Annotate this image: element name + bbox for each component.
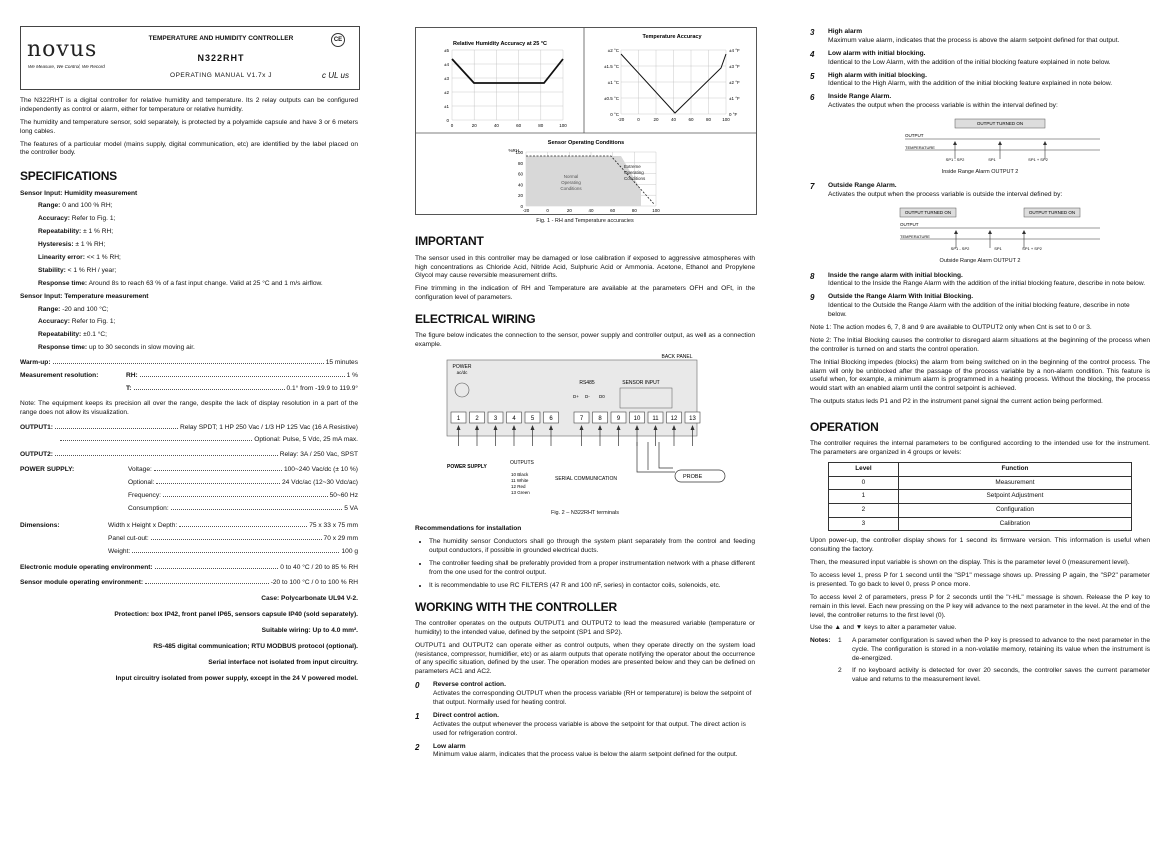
- back-panel: [447, 360, 697, 436]
- ul-mark-icon: c UL us: [322, 71, 349, 80]
- terminal-number: 5: [530, 416, 535, 423]
- tick-label: 40: [588, 208, 594, 213]
- mode-item: 4 Low alarm with initial blocking. Identical to the Low Alarm, with the addition of the initial blocking feature explained in note below.: [810, 49, 1111, 66]
- wiring-paragraph: The figure below indicates the connection to the sensor, power supply and controller output, as well as a connection example.: [415, 332, 755, 349]
- column-3: [810, 28, 1150, 688]
- note-item: 2 If no keyboard activity is detected for over 20 seconds, the controller saves the current parameter value and returns to the measurement level.: [838, 666, 1150, 683]
- important-heading: IMPORTANT: [415, 234, 484, 249]
- tick-label: ±2 °C: [607, 48, 619, 53]
- terminal-number: 4: [512, 416, 516, 423]
- tick-label: 20: [566, 208, 572, 213]
- tick-label: ±4: [444, 62, 449, 67]
- tick-label: 0: [520, 204, 523, 209]
- specifications-heading: SPECIFICATIONS: [20, 169, 117, 184]
- spec-item: Stability: < 1 % RH / year;: [38, 266, 117, 274]
- mode-item: 5 High alarm with initial blocking. Identical to the High Alarm, with the addition of the initial blocking feature explained in note below.: [810, 71, 1113, 88]
- working-paragraph-2: OUTPUT1 and OUTPUT2 can operate either as control outputs, when they operate directly on the system load (resistance, compressor, humidifier, etc) or as alarm outputs that operate notifying the operator about the occurrence of any specific situation, defined by the user. The operation modes are presented below and they can be defined on parameters AC1 and AC2.: [415, 641, 755, 676]
- table-header-function: Function: [898, 463, 1131, 477]
- wire-color-label: 11 White: [511, 478, 529, 484]
- output1-optional-row: Optional: Pulse, 5 Vdc, 25 mA max.: [20, 436, 358, 445]
- spec-item: Panel cut-out: 70 x 29 mm: [108, 534, 358, 542]
- tick-label: ±1.5 °C: [603, 64, 619, 69]
- svg-text:Conditions: Conditions: [560, 186, 582, 191]
- wire-color-label: 13 Green: [511, 490, 530, 496]
- spec-item: Serial interface not isolated from input circuitry.: [208, 658, 358, 666]
- tick-label: ±3 °F: [729, 64, 740, 69]
- tick-label: ±2: [444, 90, 449, 95]
- list-item: • The humidity sensor Conductors shall go through the system plant separately from the control and feeding output conductors, if possible in grounded electrical ducts.: [429, 538, 755, 556]
- operation-paragraph-3: Then, the measured input variable is shown on the display. This is the parameter level 0 (measurement level).: [810, 559, 1130, 567]
- note-4: The outputs status leds P1 and P2 in the instrument panel signal the current action being performed.: [810, 398, 1103, 406]
- spec-item: Frequency: 50~60 Hz: [128, 492, 358, 500]
- ce-mark-icon: CE: [331, 33, 345, 47]
- tick-label: 20: [653, 117, 659, 122]
- tick-label: -20: [522, 208, 530, 213]
- spec-item: Accuracy: Refer to Fig. 1;: [38, 215, 116, 223]
- mode-item: 2 Low alarm Minimum value alarm, indicates that the process value is below the alarm setpoint defined for the output.: [415, 742, 738, 759]
- extreme-conditions-label: Extreme: [624, 164, 641, 169]
- note-item: 1 A parameter configuration is saved when the P key is pressed to advance to the next parameter in the cycle. The configuration is stored in a non-volatile memory, retaining its value when the instrument is de-energized.: [838, 637, 1150, 663]
- column-1: [20, 97, 358, 691]
- mode-7: 7 Outside Range Alarm. Activates the output when the process variable is outside the interval defined by:: [810, 182, 1063, 199]
- brand-tagline: We Measure, We Control, We Record: [28, 64, 105, 69]
- svg-text:TEMPERATURE: TEMPERATURE: [905, 145, 935, 151]
- svg-text:SP1 + SP2: SP1 + SP2: [1028, 157, 1048, 163]
- probe-label: PROBE: [683, 474, 703, 481]
- tick-label: 40: [517, 182, 523, 188]
- svg-text:Operating: Operating: [561, 180, 581, 185]
- table-header-level: Level: [829, 463, 899, 477]
- important-paragraph-2: Fine trimming in the indication of RH and Temperature are available at the parameters OFH and OFt, in the configuration level of parameters.: [415, 285, 755, 302]
- mode-item: 6 Inside Range Alarm. Activates the output when the process variable is within the interval defined by:: [810, 93, 1058, 110]
- outputs-label: OUTPUTS: [510, 460, 534, 467]
- svg-text:SP1: SP1: [988, 157, 996, 163]
- terminal-block: [451, 412, 700, 423]
- temperature-spec-list: [20, 306, 358, 354]
- tick-label: ±1 °F: [729, 96, 740, 101]
- tick-label: 100: [722, 117, 730, 122]
- spec-item: Suitable wiring: Up to 4.0 mm².: [261, 627, 358, 635]
- resolution-row: Measurement resolution: RH: 1 %: [20, 372, 358, 379]
- temp-chart-grid: [621, 50, 726, 114]
- svg-text:Operating: Operating: [624, 170, 644, 175]
- tick-label: 0 °C: [610, 112, 619, 117]
- inside-range-diagram: [810, 115, 1150, 163]
- terminal-number: 8: [598, 416, 602, 423]
- output1-row: OUTPUT1: Relay SPDT; 1 HP 250 Vac / 1/3 HP 125 Vac (16 A Resistive): [20, 423, 358, 431]
- terminal-number: 6: [549, 416, 553, 423]
- svg-text:Conditions: Conditions: [624, 176, 646, 181]
- document-title: TEMPERATURE AND HUMIDITY CONTROLLER: [148, 35, 294, 42]
- spec-item: Input circuitry isolated from power supply, except in the 24 V powered model.: [115, 674, 358, 682]
- mode-item: 3 High alarm Maximum value alarm, indicates that the process is above the alarm setpoint defined for that output.: [810, 28, 1120, 44]
- normal-conditions-label: Normal: [563, 174, 579, 179]
- operation-modes-list-2: [810, 28, 1150, 111]
- table-row: 1 Setpoint Adjustment: [829, 490, 1132, 504]
- svg-text:SP1 + SP2: SP1 + SP2: [1022, 246, 1042, 252]
- tick-label: 0: [637, 117, 640, 122]
- power-supply-block: POWER SUPPLY: Voltage: 100~240 Vac/dc (± 10 %) Optional: 24 Vdc/ac (12~30 Vdc/ac) Frequency: 50~60 Hz Consumption: 5 VA: [20, 466, 358, 512]
- intro-paragraph: The features of a particular model (mains supply, digital communication, etc) are identified by the label placed on the controller body.: [20, 140, 358, 157]
- figure-1-caption: Fig. 1 - RH and Temperature accuracies: [536, 218, 634, 224]
- tick-label: ±1 °C: [607, 80, 619, 85]
- svg-text:OUTPUT: OUTPUT: [900, 222, 919, 228]
- rs485-label: RS485: [579, 380, 595, 387]
- spec-item: Repeatability: ±0.1 °C;: [38, 331, 107, 339]
- svg-text:TEMPERATURE: TEMPERATURE: [900, 234, 930, 240]
- terminal-number: 3: [493, 416, 498, 423]
- tick-label: 60: [516, 123, 522, 128]
- list-item: • The controller feeding shall be preferably provided from a proper instrumentation network with a phase different from the one used for the control output.: [429, 560, 755, 578]
- intro-paragraph: The humidity and temperature sensor, sold separately, is protected by a polyamide capsule and have 3 or 6 meters long cables.: [20, 118, 358, 135]
- output2-row: OUTPUT2: Relay: 3A / 250 Vac, SPST: [20, 451, 358, 459]
- figure-1: [415, 27, 757, 215]
- working-paragraph: The controller operates on the outputs OUTPUT1 and OUTPUT2 to lead the measured variable (temperature or humidity) to the intended value, defined by the setpoint (SP1 and SP2).: [415, 619, 755, 636]
- intro-paragraph: The N322RHT is a digital controller for relative humidity and temperature. Its 2 relay outputs can be configured independently as control or alarm, either for temperature or relative humidity.: [20, 97, 358, 113]
- spec-item: Hysteresis: ± 1 % RH;: [38, 241, 106, 249]
- electronic-env-row: Electronic module operating environment: 0 to 40 °C / 20 to 85 % RH: [20, 564, 358, 572]
- inside-range-caption: Inside Range Alarm OUTPUT 2: [941, 169, 1019, 176]
- svg-text:SP1 - SP2: SP1 - SP2: [945, 157, 965, 163]
- terminal-number: 13: [689, 416, 696, 423]
- svg-text:SP1: SP1: [994, 246, 1002, 252]
- sensor-y-label: %RH: [508, 148, 519, 153]
- spec-item: Width x Height x Depth: 75 x 33 x 75 mm: [108, 521, 358, 529]
- rh-chart-grid: [452, 50, 563, 120]
- temp-chart-title: Temperature Accuracy: [642, 34, 702, 40]
- novus-logo: novus: [27, 37, 98, 62]
- table-row: 2 Configuration: [829, 504, 1132, 518]
- d-plus-label: D+: [573, 394, 579, 400]
- tick-label: 80: [538, 123, 544, 128]
- operation-heading: OPERATION: [810, 420, 879, 435]
- levels-table: [828, 462, 1132, 531]
- tick-label: ±5: [444, 48, 449, 53]
- operation-modes-list: [415, 681, 755, 760]
- tick-label: ±3: [444, 76, 449, 81]
- mode-item: 0 Reverse control action. Activates the corresponding OUTPUT when the process variable (RH or temperature) is below the setpoint of that output. Normally used for heating control.: [415, 681, 752, 706]
- tick-label: 100: [515, 150, 523, 155]
- tick-label: 60: [688, 117, 694, 122]
- svg-text:SP1 - SP2: SP1 - SP2: [950, 246, 970, 252]
- terminal-number: 10: [633, 416, 641, 423]
- precision-note: Note: The equipment keeps its precision all over the range, despite the lack of display resolution in a part of the range does not allow its visualization.: [20, 399, 358, 416]
- outside-range-diagram: [810, 204, 1150, 252]
- recommendations-heading: Recommendations for installation: [415, 525, 522, 533]
- tick-label: 0: [546, 208, 549, 213]
- mode-item: 8 Inside the range alarm with initial blocking. Identical to the Inside the Range Alarm with the addition of the initial blocking feature, describe in note below.: [810, 271, 1146, 288]
- rh-accuracy-line: [452, 59, 563, 83]
- operation-paragraph-4: To access level 1, press P for 1 second until the "SP1" message shows up. Pressing P again, the "SP2" parameter is presented. To go back to level 0, press P once more.: [810, 571, 1150, 588]
- tick-label: 0 °F: [729, 112, 738, 117]
- sensor-env-row: Sensor module operating environment: -20 to 100 °C / 0 to 100 % RH: [20, 579, 358, 587]
- serial-label: SERIAL COMMUNICATION: [555, 476, 617, 483]
- manual-version: OPERATING MANUAL V1.7x J: [170, 72, 272, 79]
- spec-item: Response time: Around 8s to reach 63 % of a fast input change. Valid at 25 °C and 1 m/s airflow.: [38, 279, 323, 287]
- tick-label: ±4 °F: [729, 48, 740, 53]
- wire-color-label: 12 Red: [511, 484, 526, 490]
- svg-text:OUTPUT: OUTPUT: [905, 133, 924, 139]
- extra-specs: [20, 595, 358, 683]
- resolution-t-row: T: 0.1° from -19.9 to 119.9°: [126, 384, 358, 392]
- svg-text:OUTPUT TURNED ON: OUTPUT TURNED ON: [904, 210, 952, 216]
- document-header: [20, 26, 360, 90]
- spec-item: Range: 0 and 100 % RH;: [38, 202, 113, 210]
- tick-label: 40: [670, 117, 677, 122]
- tick-label: 40: [493, 123, 499, 128]
- spec-item: Voltage: 100~240 Vac/dc (± 10 %): [128, 466, 358, 474]
- terminal-number: 12: [670, 416, 678, 423]
- sensor-chart-title: Sensor Operating Conditions: [547, 140, 625, 146]
- spec-item: Linearity error: << 1 % RH;: [38, 253, 121, 261]
- terminal-number: 7: [579, 416, 584, 423]
- operation-paragraph: The controller requires the internal parameters to be configured according to the intended use for the instrument. The parameters are organized in 4 groups or levels:: [810, 440, 1150, 457]
- power-supply-label: POWER SUPPLY: [447, 464, 487, 471]
- svg-text:OUTPUT TURNED ON: OUTPUT TURNED ON: [1028, 210, 1076, 216]
- important-paragraph: The sensor used in this controller may be damaged or lose calibration if exposed to aggressive atmospheres with high concentrations as Chloride Acid, Nitride Acid, Sulphuric Acid or Ammonia. Acetone, Ethanol and Propylene Glycol may cause reversible measurement drifts.: [415, 254, 755, 280]
- working-heading: WORKING WITH THE CONTROLLER: [415, 599, 617, 614]
- tick-label: ±1: [444, 104, 449, 109]
- back-panel-label: BACK PANEL: [661, 354, 693, 361]
- note-3: The Initial Blocking impedes (blocks) the alarm from being switched on in the beginning of the control process. The alarm will only be unblocked after the passage of the process variable by a non-alarm condition. This feature is useful when, for example, a minimum alarm is programmed in a heating process. Without the blocking, the process would start with an enabled alarm until the control setpoint is achieved.: [810, 358, 1150, 393]
- table-row: 3 Calibration: [829, 517, 1132, 531]
- tick-label: 20: [517, 193, 523, 199]
- terminal-number: 2: [475, 416, 479, 423]
- tick-label: 0: [446, 118, 449, 123]
- operation-paragraph-5: To access level 2 of parameters, press P for 2 seconds until the "r-HL" message is shown. Release the P key to remain in this level. Each new pressing on the P key will advance to the next parameter in the level. At the end of the level, the controller returns to the first level (0).: [810, 593, 1150, 619]
- spec-item: Consumption: 5 VA: [128, 504, 358, 512]
- accuracy-charts: [416, 28, 756, 214]
- tick-label: 80: [705, 117, 712, 122]
- column-2: [415, 27, 755, 764]
- tick-label: 20: [471, 123, 477, 128]
- tick-label: 60: [517, 171, 523, 177]
- terminal-number: 11: [652, 416, 659, 423]
- power-label: POWER: [452, 364, 472, 371]
- tick-label: -20: [617, 117, 625, 122]
- tick-label: ±0.5 °C: [603, 96, 619, 101]
- mode-item: 9 Outside the Range Alarm With Initial Blocking. Identical to the Outside the Range Alarm with the addition of the initial blocking feature, describe in note below.: [810, 293, 1130, 319]
- tick-label: ±2 °F: [729, 80, 740, 85]
- list-item: • It is recommendable to use RC FILTERS (47 R and 100 nF, series) in contactor coils, solenoids, etc.: [429, 582, 755, 591]
- spec-item: RS-485 digital communication; RTU MODBUS protocol (optional).: [153, 642, 358, 650]
- spec-item: Optional: 24 Vdc/ac (12~30 Vdc/ac): [128, 479, 358, 487]
- outside-range-caption: Outside Range Alarm OUTPUT 2: [939, 258, 1021, 265]
- note-1: Note 1: The action modes 6, 7, 8 and 9 are available to OUTPUT2 only when Cnt is set to 0 or 3.: [810, 323, 1092, 331]
- spec-item: Case: Polycarbonate UL94 V-2.: [261, 595, 358, 603]
- recommendations-list: [415, 538, 755, 590]
- spec-item: Range: -20 and 100 °C;: [38, 305, 109, 313]
- table-row: 0 Measurement: [829, 476, 1132, 490]
- figure-2-caption: Fig. 2 – N322RHT terminals: [550, 509, 620, 516]
- tick-label: 100: [559, 123, 567, 128]
- sensor-input-label: SENSOR INPUT: [622, 380, 660, 387]
- tick-label: 100: [652, 208, 660, 213]
- warmup-row: Warm-up: 15 minutes: [20, 359, 358, 367]
- terminal-number: 1: [456, 416, 461, 423]
- spec-item: Repeatability: ± 1 % RH;: [38, 228, 114, 236]
- wiring-diagram: [415, 354, 755, 504]
- humidity-heading: Sensor Input: Humidity measurement: [20, 189, 138, 197]
- d-minus-label: D-: [585, 394, 590, 400]
- tick-label: 80: [631, 208, 637, 213]
- spec-item: Protection: box IP42, front panel IP65, sensors capsule IP40 (sold separately).: [114, 611, 358, 619]
- operation-modes-list-3: [810, 272, 1150, 320]
- dimensions-block: Dimensions: Width x Height x Depth: 75 x 33 x 75 mm Panel cut-out: 70 x 29 mm Weight: 100 g: [20, 521, 358, 555]
- mode-item: 1 Direct control action. Activates the output whenever the process variable is above the setpoint for that output. The direct action is used for refrigeration control.: [415, 711, 746, 737]
- wire-color-label: 10 Black: [511, 472, 529, 478]
- power-sub-label: ac/dc: [456, 370, 468, 376]
- tick-label: 80: [517, 160, 523, 166]
- operation-paragraph-6: Use the ▲ and ▼ keys to alter a parameter value.: [810, 624, 957, 632]
- model-name: N322RHT: [197, 53, 245, 63]
- spec-item: Response time: up to 30 seconds in slow moving air.: [38, 344, 195, 352]
- temperature-heading: Sensor Input: Temperature measurement: [20, 292, 149, 300]
- wiring-heading: ELECTRICAL WIRING: [415, 312, 536, 327]
- tick-label: 0: [450, 123, 454, 128]
- operation-paragraph-2: Upon power-up, the controller display shows for 1 second its firmware version. This information is useful when consulting the factory.: [810, 537, 1150, 554]
- rh-chart-title: Relative Humidity Accuracy at 25 °C: [452, 41, 548, 47]
- terminal-number: 9: [616, 416, 621, 423]
- spec-item: Weight: 100 g: [108, 547, 358, 555]
- d-zero-label: D0: [599, 394, 605, 400]
- svg-text:OUTPUT TURNED ON: OUTPUT TURNED ON: [976, 121, 1024, 127]
- humidity-spec-list: [20, 202, 358, 288]
- tick-label: 60: [610, 208, 616, 213]
- note-2: Note 2: The Initial Blocking causes the controller to disregard alarm situations at the beginning of the process when the controller is turned on and starts the control operation.: [810, 336, 1150, 353]
- spec-item: Accuracy: Refer to Fig. 1;: [38, 318, 116, 326]
- notes-block: Notes: 1 A parameter configuration is saved when the P key is pressed to advance to the next parameter in the cycle. The configuration is stored in a non-volatile memory, retaining its value when the instrument is de-energized. 2 If no keyboard activity is detected for over 20 seconds, the controller saves the current parameter value and returns to the measurement level.: [810, 637, 1150, 683]
